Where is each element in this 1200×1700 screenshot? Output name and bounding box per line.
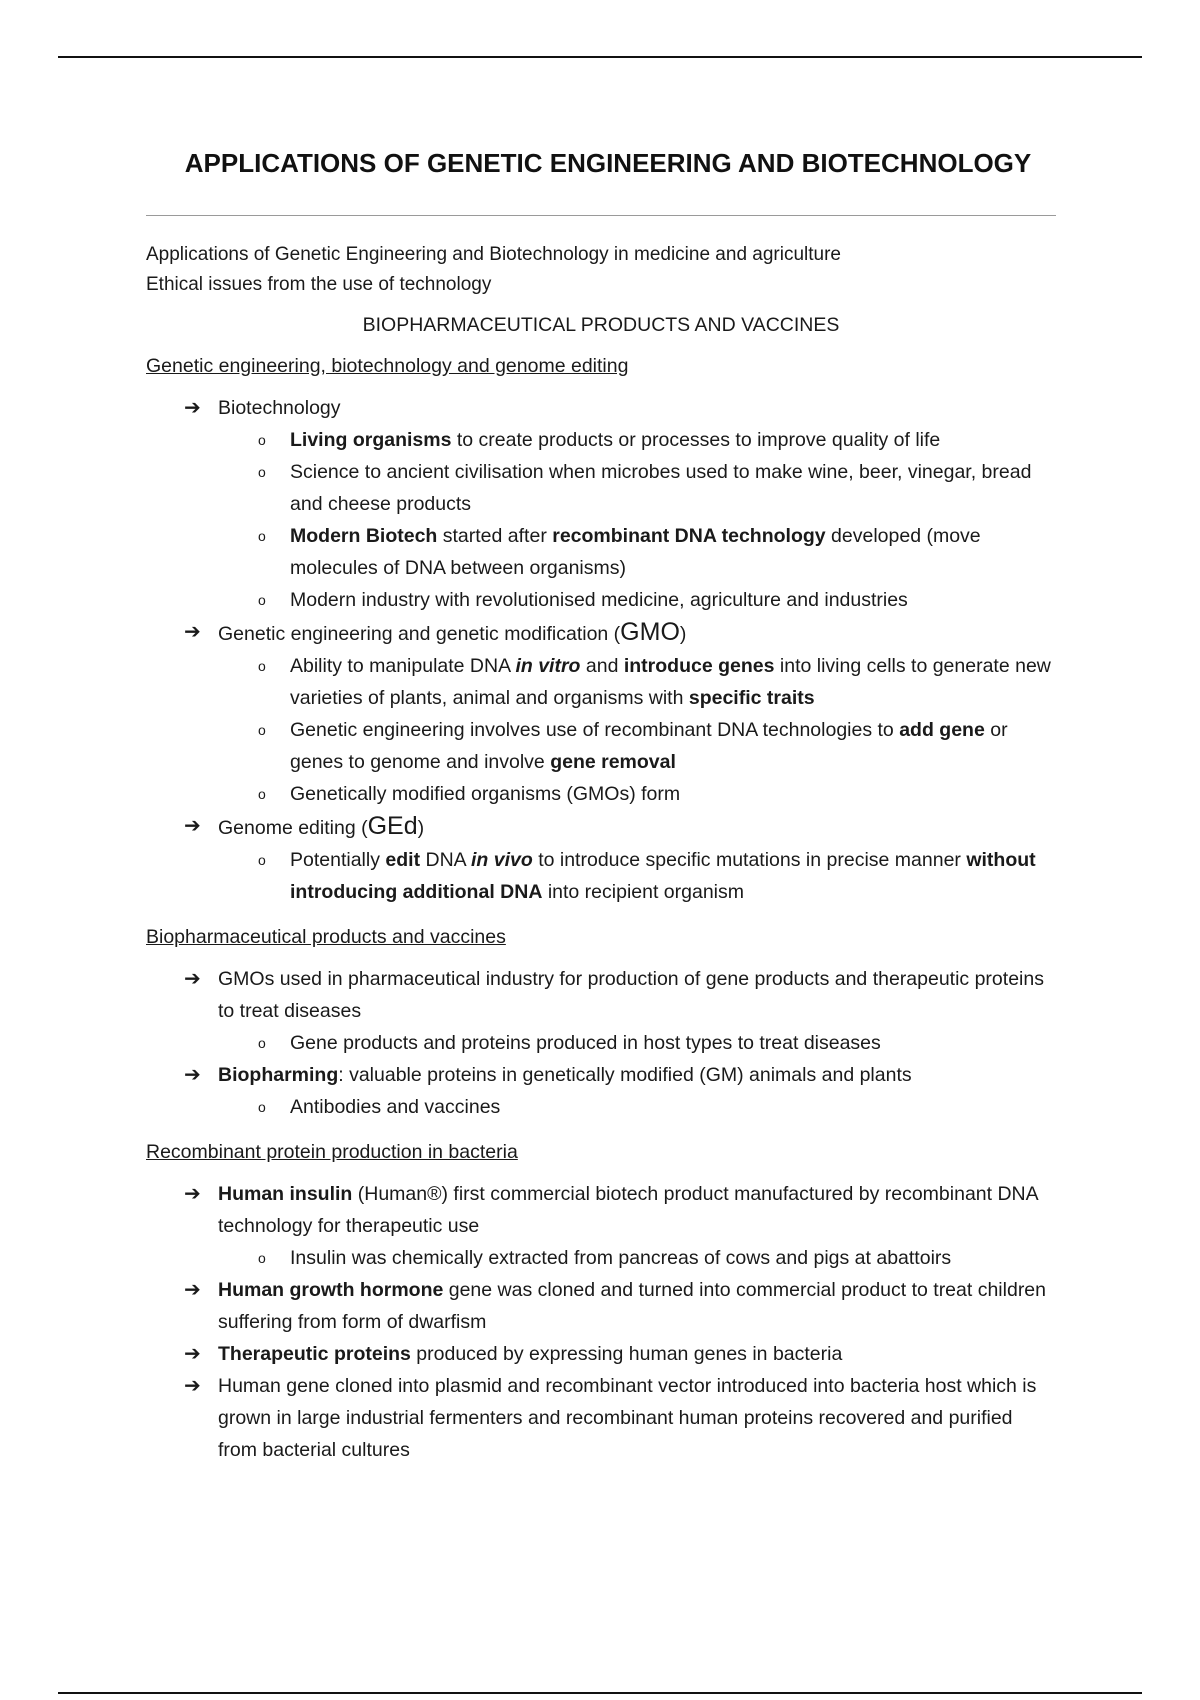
arrow-item [184,1338,1056,1370]
bullet-text: DNA [420,849,471,871]
arrow-item-text: Genome editing ( [218,817,368,839]
bold-term: Human insulin [218,1183,353,1205]
abbreviation: GMO [620,618,680,646]
title-divider [146,215,1056,216]
bullet-text: Insulin was chemically extracted from pancreas of cows and pigs at abattoirs [290,1247,952,1269]
document-title: APPLICATIONS OF GENETIC ENGINEERING AND BIOTECHNOLOGY [184,148,1032,178]
bullet-text: Gene products and proteins produced in host types to treat diseases [290,1032,881,1054]
abbreviation: GEd [367,812,418,840]
bullet-item [258,1242,1056,1274]
bullet-text: Antibodies and vaccines [290,1096,501,1118]
bullet-text: Potentially [290,849,386,871]
intro-block [146,240,1056,300]
arrow-item [184,1059,1056,1123]
bold-term: gene removal [550,751,676,773]
bullet-item [258,456,1056,520]
arrow-item-text: Human gene cloned into plasmid and recombinant vector introduced into bacteria host which is grown in large industrial fermenters and recombinant human proteins recovered and purified from bacterial cultures [218,1375,1037,1461]
arrow-item [184,810,1056,908]
bullet-list [218,1091,1056,1123]
section-heading: Genetic engineering, biotechnology and genome editing [146,355,629,377]
bold-term: add gene [899,719,985,741]
intro-line: Applications of Genetic Engineering and Biotechnology in medicine and agriculture [146,244,841,265]
bold-term: Modern Biotech [290,525,438,547]
bullet-list [218,844,1056,908]
bold-term: specific traits [688,687,815,709]
page-top-rule [58,56,1142,58]
arrow-icon: ➔ [184,397,201,419]
circle-bullet-icon: o [258,852,266,868]
arrow-icon: ➔ [184,1183,201,1205]
bullet-text: or genes to genome and involve [290,719,1008,773]
bullet-item [258,650,1056,714]
circle-bullet-icon: o [258,464,266,480]
arrow-list [146,963,1056,1123]
bullet-list [218,650,1056,810]
arrow-item [184,616,1056,810]
arrow-item-text: (Human®) first commercial biotech product manufactured by recombinant DNA technology for therapeutic use [218,1183,1038,1237]
arrow-item-text: gene was cloned and turned into commercial product to treat children suffering from form of dwarfism [218,1279,1046,1333]
arrow-item-text: GMOs used in pharmaceutical industry for production of gene products and therapeutic proteins to treat diseases [218,968,1044,1022]
bullet-text: Genetically modified organisms (GMOs) form [290,783,681,805]
arrow-item [184,392,1056,616]
bold-term: introduce genes [623,655,775,677]
bullet-text: Ability to manipulate DNA [290,655,516,677]
bold-term: Living organisms [290,429,452,451]
circle-bullet-icon: o [258,432,266,448]
arrow-item [184,1370,1056,1466]
bullet-text: Modern industry with revolutionised medicine, agriculture and industries [290,589,908,611]
arrow-icon: ➔ [184,1375,201,1397]
bold-italic-term: in vitro [515,655,581,677]
bullet-item [258,584,1056,616]
bullet-text: Science to ancient civilisation when microbes used to make wine, beer, vinegar, bread and cheese products [290,461,1032,515]
bullet-item [258,1091,1056,1123]
bullet-item [258,520,1056,584]
arrow-item-text: Biotechnology [218,397,341,419]
arrow-icon: ➔ [184,621,201,643]
bullet-text: into living cells to generate new varieties of plants, animal and organisms with [290,655,1051,709]
arrow-item-text: Genetic engineering and genetic modification ( [218,623,621,645]
bullet-list [218,424,1056,616]
bullet-item [258,1027,1056,1059]
bullet-item [258,424,1056,456]
circle-bullet-icon: o [258,1250,266,1266]
arrow-icon: ➔ [184,968,201,990]
arrow-list [146,1178,1056,1466]
arrow-item [184,1274,1056,1338]
bold-term: recombinant DNA technology [552,525,826,547]
bullet-text: started after [437,525,553,547]
intro-line: Ethical issues from the use of technology [146,274,492,295]
circle-bullet-icon: o [258,592,266,608]
bullet-text: to create products or processes to improve quality of life [451,429,941,451]
arrow-list [146,392,1056,908]
section-heading: Biopharmaceutical products and vaccines [146,926,506,948]
circle-bullet-icon: o [258,1035,266,1051]
bullet-text: developed (move molecules of DNA between organisms) [290,525,981,579]
center-heading: BIOPHARMACEUTICAL PRODUCTS AND VACCINES [362,314,840,336]
arrow-item-text: : valuable proteins in genetically modified (GM) animals and plants [338,1064,912,1086]
arrow-item [184,1178,1056,1274]
bullet-item [258,714,1056,778]
arrow-icon: ➔ [184,815,201,837]
document-page [146,148,1056,1466]
arrow-item-text: ) [417,817,425,839]
arrow-item [184,963,1056,1059]
bullet-item [258,778,1056,810]
bold-term: without introducing additional DNA [290,849,1036,903]
arrow-icon: ➔ [184,1279,201,1301]
circle-bullet-icon: o [258,786,266,802]
bold-term: Therapeutic proteins [218,1343,411,1365]
arrow-item-text: produced by expressing human genes in bacteria [410,1343,843,1365]
bold-term: Biopharming [218,1064,339,1086]
bullet-text: and [580,655,624,677]
bold-term: Human growth hormone [218,1279,444,1301]
bullet-text: Genetic engineering involves use of recombinant DNA technologies to [290,719,900,741]
arrow-icon: ➔ [184,1343,201,1365]
bullet-item [258,844,1056,908]
circle-bullet-icon: o [258,722,266,738]
circle-bullet-icon: o [258,1099,266,1115]
bullet-text: to introduce specific mutations in precise manner [532,849,967,871]
arrow-icon: ➔ [184,1064,201,1086]
bullet-text: into recipient organism [542,881,745,903]
bold-term: edit [385,849,421,871]
circle-bullet-icon: o [258,658,266,674]
bullet-list [218,1027,1056,1059]
arrow-item-text: ) [679,623,687,645]
section-heading: Recombinant protein production in bacteria [146,1141,518,1163]
bold-italic-term: in vivo [471,849,533,871]
bullet-list [218,1242,1056,1274]
circle-bullet-icon: o [258,528,266,544]
page-bottom-rule [58,1692,1142,1694]
